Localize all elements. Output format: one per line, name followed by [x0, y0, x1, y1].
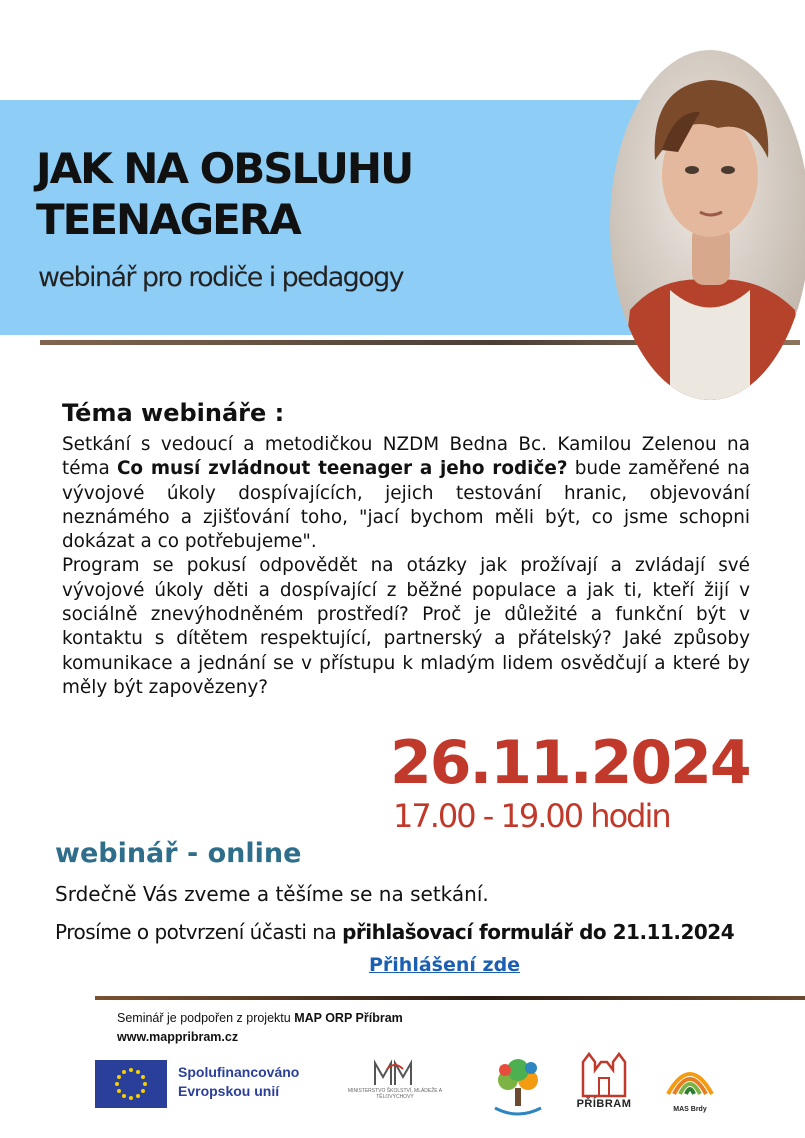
mas-brdy-logo — [660, 1050, 720, 1100]
topic-p1-text-continued: bude zaměřené na vývojové úkoly dospívajících, jejich testování hranic, objevování neznámého a zjišťování toho, "jací bychom měli být, co jsme schopni dokázat a co potřebujeme". — [62, 458, 750, 553]
msmt-caption: MINISTERSTVO ŠKOLSTVÍ, MLÁDEŽE A TĚLOVÝCHOVY — [347, 1088, 443, 1100]
event-time: 17.00 - 19.00 hodin — [393, 797, 670, 835]
eu-flag-logo — [95, 1060, 167, 1108]
registration-link[interactable]: Přihlášení zde — [369, 954, 521, 976]
title-line-2: TEENAGERA — [36, 195, 300, 244]
support-note — [117, 1011, 403, 1025]
topic-p1-highlight: Co musí zvládnout teenager a jeho rodiče? — [116, 458, 568, 480]
page-subtitle: webinář pro rodiče i pedagogy — [38, 262, 404, 293]
eu-cofunding-label — [178, 1063, 299, 1101]
website-url: www.mappribram.cz — [117, 1030, 239, 1044]
event-date: 26.11.2024 — [390, 728, 750, 798]
support-note-text: Seminář je podpořen z projektu — [117, 1011, 295, 1025]
confirm-text-lead: Prosíme o potvrzení účasti na — [55, 920, 343, 944]
topic-paragraph-1 — [62, 433, 750, 554]
topic-description — [62, 433, 750, 700]
topic-p1-text: Setkání s vedoucí a metodičkou NZDM Bedna Bc. Kamilou Zelenou na téma — [62, 434, 750, 480]
event-mode: webinář - online — [55, 838, 302, 869]
mas-brdy-label: MAS Brdy — [673, 1106, 707, 1113]
teenager-portrait-image — [600, 40, 805, 400]
podbrdsko-tree-logo — [483, 1050, 553, 1120]
page-title — [36, 143, 412, 245]
title-line-1: JAK NA OBSLUHU — [36, 144, 413, 193]
eu-label-line-2: Evropskou unií — [178, 1083, 280, 1099]
topic-paragraph-2: Program se pokusí odpovědět na otázky jak prožívají a zvládají své vývojové úkoly děti a dospívající z běžné populace a jak ti, kteří žijí v sociálně znevýhodněném prostředí? Proč je důležité a funkční být v kontaktu s dítětem respektující, partnerský a přátelský? Jaké způsoby komunikace a jednání se v přístupu k mladým lidem osvědčují a které by měly být zapovězeny? — [62, 555, 750, 698]
confirm-text — [55, 920, 734, 944]
support-project-name: MAP ORP Příbram — [294, 1011, 403, 1025]
invite-text: Srdečně Vás zveme a těšíme se na setkání. — [55, 882, 489, 906]
pribram-label: PŘÍBRAM — [576, 1098, 632, 1110]
confirm-text-deadline: přihlašovací formulář do 21.11.2024 — [342, 920, 735, 944]
eu-label-line-1: Spolufinancováno — [178, 1064, 300, 1080]
msmt-logo — [345, 1055, 445, 1110]
footer-divider — [95, 996, 805, 1000]
pribram-logo — [573, 1048, 635, 1100]
topic-heading: Téma webináře : — [62, 399, 285, 427]
